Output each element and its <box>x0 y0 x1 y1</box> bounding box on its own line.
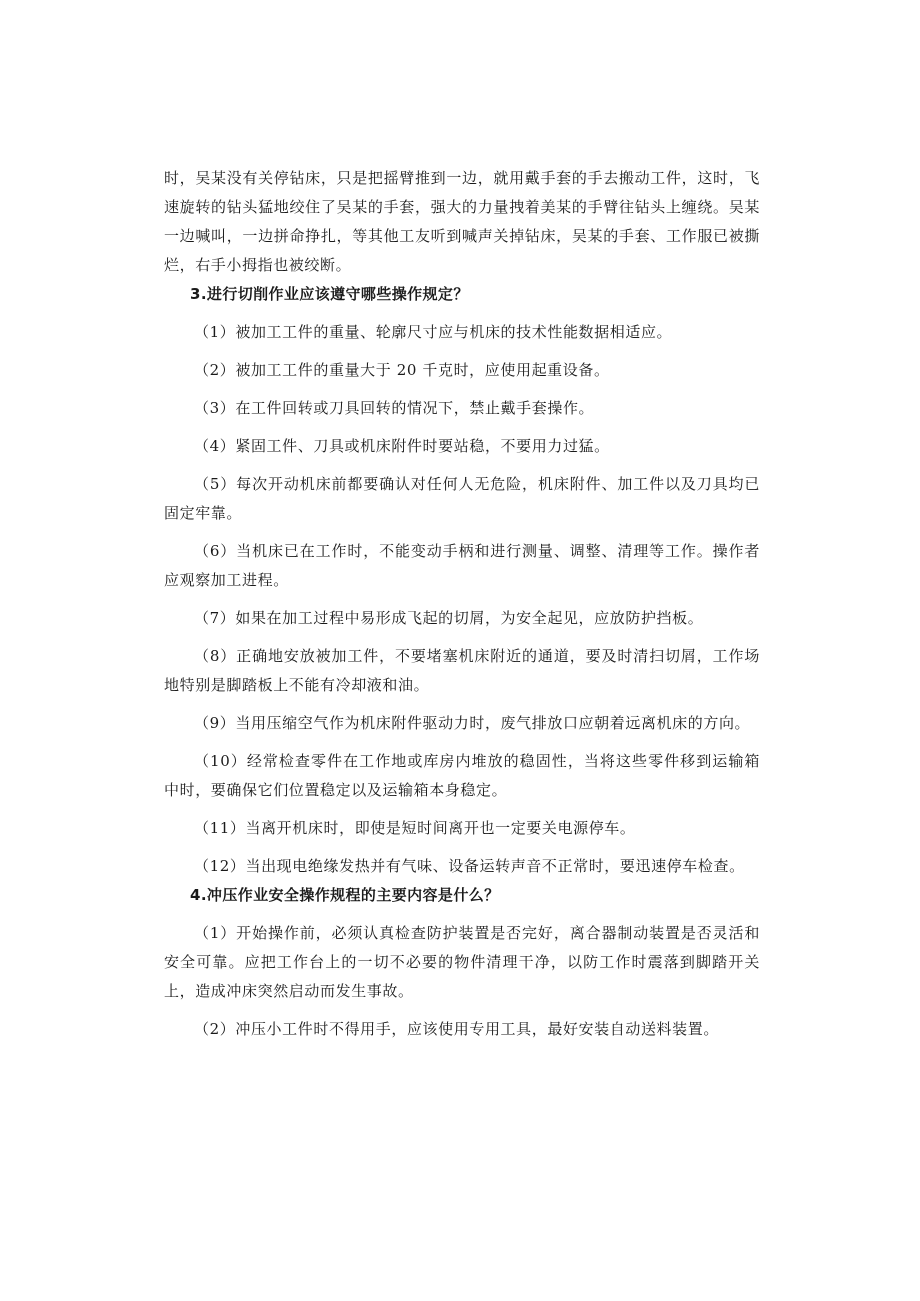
section-3-item-7: （7）如果在加工过程中易形成飞起的切屑，为安全起见，应放防护挡板。 <box>194 609 704 627</box>
section-3-item-5: （5）每次开动机床前都要确认对任何人无危险，机床附件、加工件以及刀具均已固定牢靠。 <box>164 475 760 522</box>
section-3-item-1: （1）被加工工件的重量、轮廓尺寸应与机床的技术性能数据相适应。 <box>194 323 673 341</box>
section-3-heading: 3.进行切削作业应该遵守哪些操作规定？ <box>190 285 469 303</box>
section-4-item-1: （1）开始操作前，必须认真检查防护装置是否完好，离合器制动装置是否灵活和安全可靠。应把工作台上的一切不必要的物件清理干净，以防工作时震落到脚踏开关上，造成冲床突然启动而发生事故。 <box>164 924 760 1000</box>
section-3-item-8: （8）正确地安放被加工件，不要堵塞机床附近的通道，要及时清扫切屑，工作场地特别是脚踏板上不能有冷却液和油。 <box>164 647 760 694</box>
section-3-item-11: （11）当离开机床时，即使是短时间离开也一定要关电源停车。 <box>194 819 636 837</box>
section-3-item-12: （12）当出现电绝缘发热并有气味、设备运转声音不正常时，要迅速停车检查。 <box>194 857 745 875</box>
section-3-item-9: （9）当用压缩空气作为机床附件驱动力时，废气排放口应朝着远离机床的方向。 <box>194 714 751 732</box>
document-body <box>164 164 760 1044</box>
section-3-item-10: （10）经常检查零件在工作地或库房内堆放的稳固性，当将这些零件移到运输箱中时，要确保它们位置稳定以及运输箱本身稳定。 <box>164 752 760 799</box>
section-3-item-3: （3）在工件回转或刀具回转的情况下，禁止戴手套操作。 <box>194 399 595 417</box>
section-3-item-4: （4）紧固工件、刀具或机床附件时要站稳，不要用力过猛。 <box>194 437 610 455</box>
section-3-item-2: （2）被加工工件的重量大于 20 千克时，应使用起重设备。 <box>194 361 610 379</box>
section-4-item-2: （2）冲压小工件时不得用手，应该使用专用工具，最好安装自动送料装置。 <box>194 1020 719 1038</box>
intro-paragraph: 时，吴某没有关停钻床，只是把摇臂推到一边，就用戴手套的手去搬动工件，这时，飞速旋转的钻头猛地绞住了吴某的手套，强大的力量拽着美某的手臂往钻头上缠绕。吴某一边喊叫，一边拼命挣扎，等其他工友听到喊声关掉钻床，吴某的手套、工作服已被撕烂，右手小拇指也被绞断。 <box>164 169 760 274</box>
section-3-item-6: （6）当机床已在工作时，不能变动手柄和进行测量、调整、清理等工作。操作者应观察加工进程。 <box>164 542 760 589</box>
section-4-heading: 4.冲压作业安全操作规程的主要内容是什么？ <box>190 886 500 904</box>
